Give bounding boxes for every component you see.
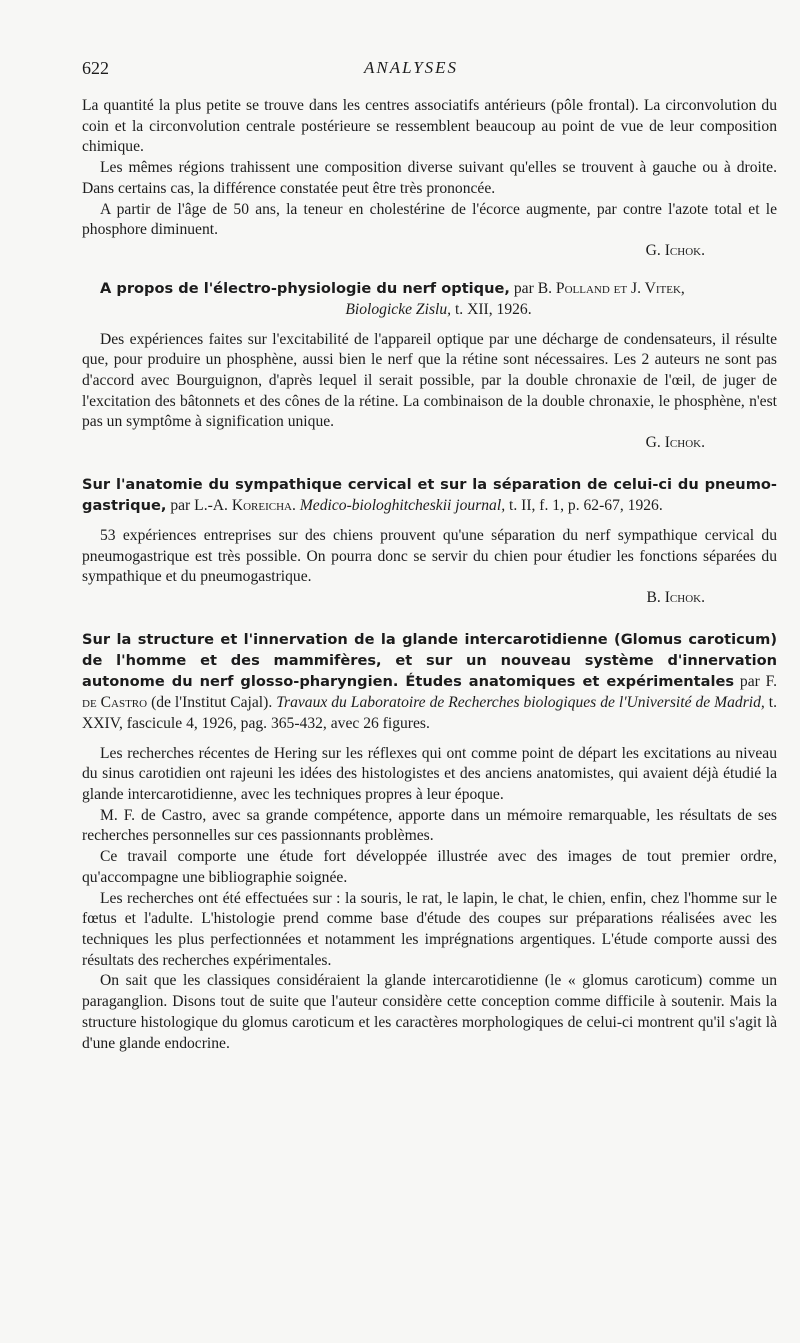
article-authors: F. de Castro: [82, 672, 777, 711]
paragraph: A partir de l'âge de 50 ans, la teneur en cholestérine de l'écorce augmente, par contre l'azote total et le phosphore diminuent.: [82, 200, 777, 239]
article-source: Travaux du Laboratoire de Recherches biologiques de l'Université de Madrid,: [276, 693, 765, 711]
article-ref: t. XII, 1926.: [454, 300, 532, 318]
paragraph: Ce travail comporte une étude fort développée illustrée avec des images de tout premier ordre, qu'accompagne une bibliographie soignée.: [82, 848, 777, 886]
signature: B. Ichok.: [646, 588, 705, 606]
signature: G. Ichok.: [645, 241, 705, 259]
article-title: A propos de l'électro-physiologie du nerf optique,: [100, 279, 510, 297]
paragraph: Les mêmes régions trahissent une composition diverse suivant qu'elles se trouvent à gauche ou à droite. Dans certains cas, la différence constatée peut être très prononcée.: [82, 159, 777, 197]
page-header: [82, 58, 740, 84]
article-source: Medico-biologhitcheskii journal,: [299, 496, 506, 514]
paragraph: On sait que les classiques considéraient la glande intercarotidienne (le « glomus caroticum) comme un paraganglion. Disons tout de suite que l'auteur considère cette conception comme difficile à soutenir. Mais la structure histologique du glomus caroticum et les caractères morphologiques de celui-ci montrent qu'il s'agit là d'une glande endocrine.: [82, 972, 777, 1052]
article-heading: A propos de l'électro-physiologie du nerf optique, par B. Polland et J. Vitek, Biologicke Zislu, t. XII, 1926.: [100, 279, 685, 318]
article-ref: t. XXIV, fascicule 4, 1926, pag. 365-432, avec 26 figures.: [82, 693, 778, 732]
running-title: ANALYSES: [363, 58, 459, 77]
article-affiliation: (de l'Institut Cajal).: [151, 693, 273, 711]
article-heading: Sur l'anatomie du sympathique cervical et sur la séparation de celui-ci du pneumo-gastrique, par L.-A. Koreicha. Medico-biologhitcheskii journal, t. II, f. 1, p. 62-67, 1926.: [82, 475, 777, 514]
paragraph: 53 expériences entreprises sur des chiens prouvent qu'une séparation du nerf sympathique cervical du pneumogastrique est très possible. On pourra donc se servir du chien pour étudier les fonctions séparées du sympathique et du pneumogastrique.: [82, 526, 777, 586]
paragraph: Les recherches récentes de Hering sur les réflexes qui ont comme point de départ les excitations au niveau du sinus carotidien ont rajeuni les idées des histologistes et des anciens anatomistes, qui avaient déjà étudié la glande intercarotidienne, avec les techniques propres à leur époque.: [82, 744, 777, 804]
article-title: Sur la structure et l'innervation de la glande intercarotidienne (Glomus caroticum) de l'homme et des mammifères, et sur un nouveau système d'innervation autonome du nerf glosso-pharyngien. Études anatomiques et expérimentales: [82, 630, 777, 690]
paragraph: M. F. de Castro, avec sa grande compétence, apporte dans un mémoire remarquable, les résultats de ses recherches personnelles sur ces passionnants problèmes.: [82, 806, 777, 845]
signature: G. Ichok.: [645, 434, 705, 452]
page-body: [82, 96, 777, 1054]
article-authors: B. Polland et J. Vitek,: [537, 279, 685, 297]
article-heading: Sur la structure et l'innervation de la glande intercarotidienne (Glomus caroticum) de l'homme et des mammifères, et sur un nouveau système d'innervation autonome du nerf glosso-pharyngien. Études anatomiques et expérimentales par F. de Castro (de l'Institut Cajal). Travaux du Laboratoire de Recherches biologiques de l'Université de Madrid, t. XXIV, fascicule 4, 1926, pag. 365-432, avec 26 figures.: [82, 630, 778, 732]
article-ref: t. II, f. 1, p. 62-67, 1926.: [509, 496, 663, 514]
paragraph: Les recherches ont été effectuées sur : la souris, le rat, le lapin, le chat, le chien, enfin, chez l'homme sur le fœtus et l'adulte. L'histologie prend comme base d'étude des coupes sur préparations réalisées avec les techniques les plus perfectionnées et notamment les imprégnations argentiques. L'étude comporte aussi des résultats des recherches expérimentales.: [82, 889, 777, 969]
article-source: Biologicke Zislu,: [345, 300, 452, 318]
paragraph: La quantité la plus petite se trouve dans les centres associatifs antérieurs (pôle frontal). La circonvolution du coin et la circonvolution centrale postérieure se ressemblent beaucoup au point de vue de leur composition chimique.: [82, 97, 777, 156]
page-number: 622: [82, 58, 109, 78]
article-title: Sur l'anatomie du sympathique cervical et sur la séparation de celui-ci du pneumo-gastrique,: [82, 475, 777, 514]
article-authors: L.-A. Koreicha.: [194, 496, 296, 514]
paragraph: Des expériences faites sur l'excitabilité de l'appareil optique par une décharge de condensateurs, il résulte que, pour produire un phosphène, aussi bien le nerf que la rétine sont nécessaires. Les 2 auteurs ne sont pas d'accord avec Bourguignon, d'après lequel il serait possible, par la double chronaxie de l'œil, de juger de l'excitation des bâtonnets et des cônes de la rétine. La combinaison de la double chronaxie, le phosphène, n'est pas un symptôme à signification unique.: [82, 330, 777, 431]
